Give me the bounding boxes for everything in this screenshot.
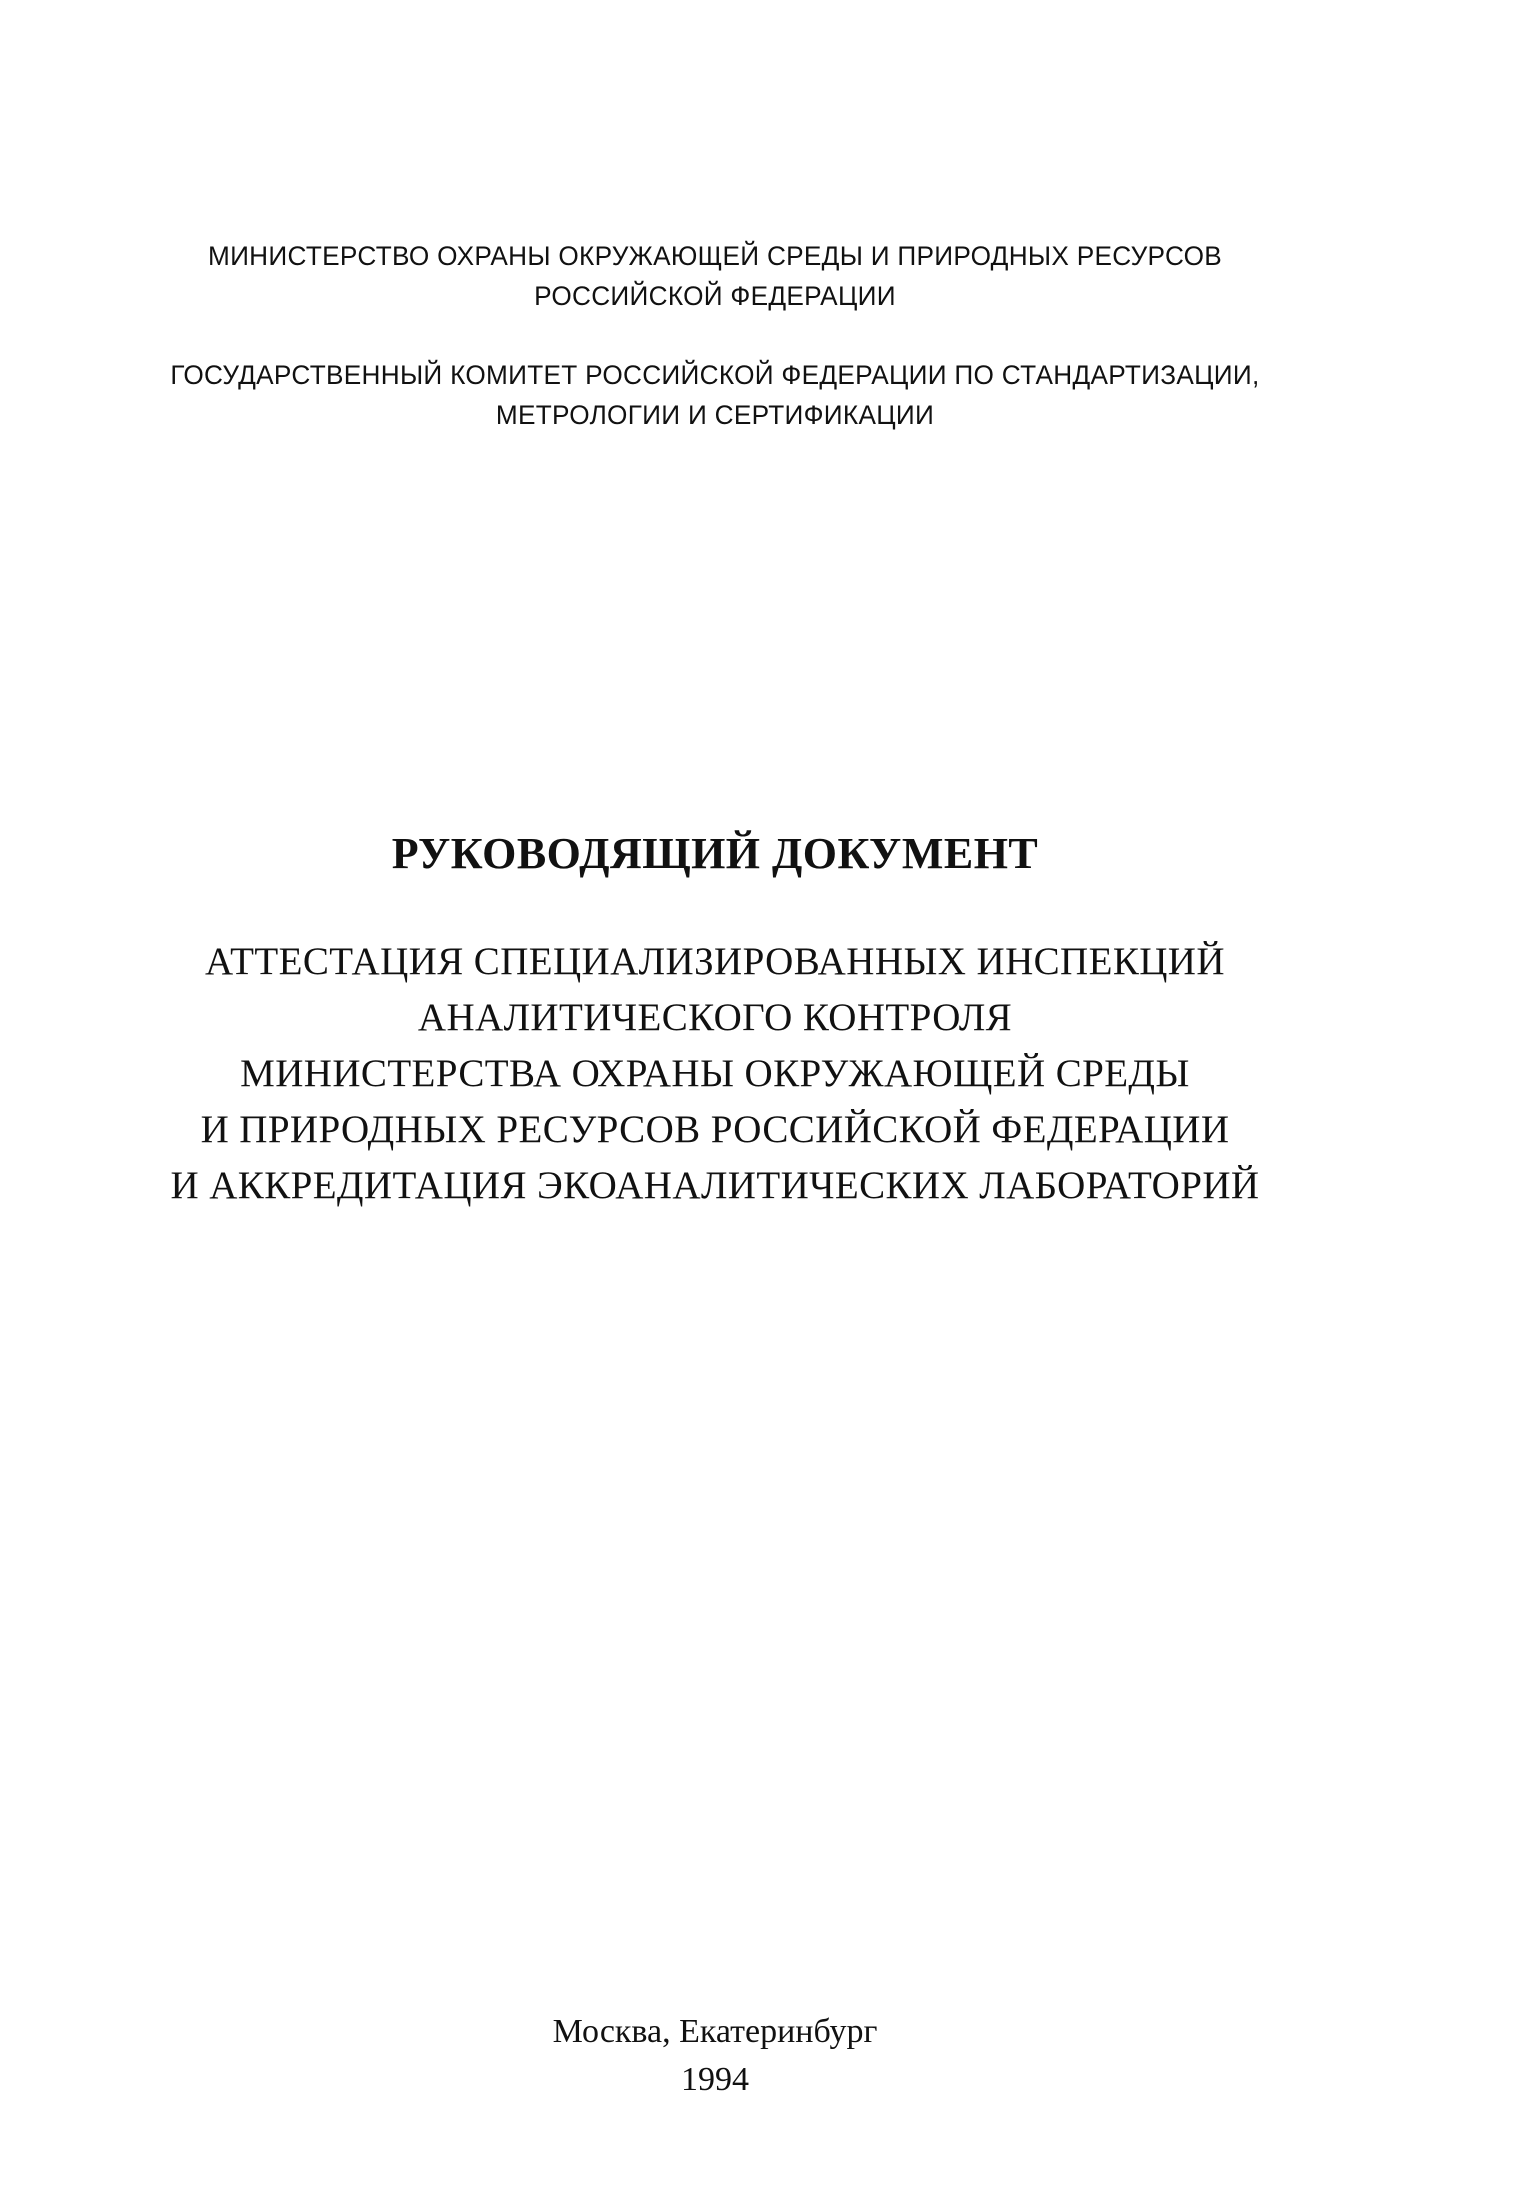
committee-line-2: МЕТРОЛОГИИ И СЕРТИФИКАЦИИ [495,400,935,430]
document-type: РУКОВОДЯЩИЙ ДОКУМЕНТ [391,829,1039,878]
imprint-place: Москва, Екатеринбург [552,2013,878,2050]
document-title-line-2: АНАЛИТИЧЕСКОГО КОНТРОЛЯ [417,996,1013,1039]
document-title [0,934,1430,1214]
imprint-year: 1994 [681,2061,749,2098]
document-title-line-1: АТТЕСТАЦИЯ СПЕЦИАЛИЗИРОВАННЫХ ИНСПЕКЦИЙ [205,940,1225,983]
document-title-line-4: И ПРИРОДНЫХ РЕСУРСОВ РОССИЙСКОЙ ФЕДЕРАЦИИ [200,1108,1230,1151]
ministry-line-1: МИНИСТЕРСТВО ОХРАНЫ ОКРУЖАЮЩЕЙ СРЕДЫ И ПРИРОДНЫХ РЕСУРСОВ [207,241,1223,271]
committee-line-1: ГОСУДАРСТВЕННЫЙ КОМИТЕТ РОССИЙСКОЙ ФЕДЕРАЦИИ ПО СТАНДАРТИЗАЦИИ, [170,360,1260,390]
imprint [0,2008,1430,2104]
ministry-header [21,236,1408,316]
ministry-line-2: РОССИЙСКОЙ ФЕДЕРАЦИИ [534,281,896,311]
document-title-line-5: И АККРЕДИТАЦИЯ ЭКОАНАЛИТИЧЕСКИХ ЛАБОРАТОРИЙ [170,1164,1260,1207]
document-title-line-3: МИНИСТЕРСТВА ОХРАНЫ ОКРУЖАЮЩЕЙ СРЕДЫ [240,1052,1190,1095]
committee-header [21,355,1408,435]
